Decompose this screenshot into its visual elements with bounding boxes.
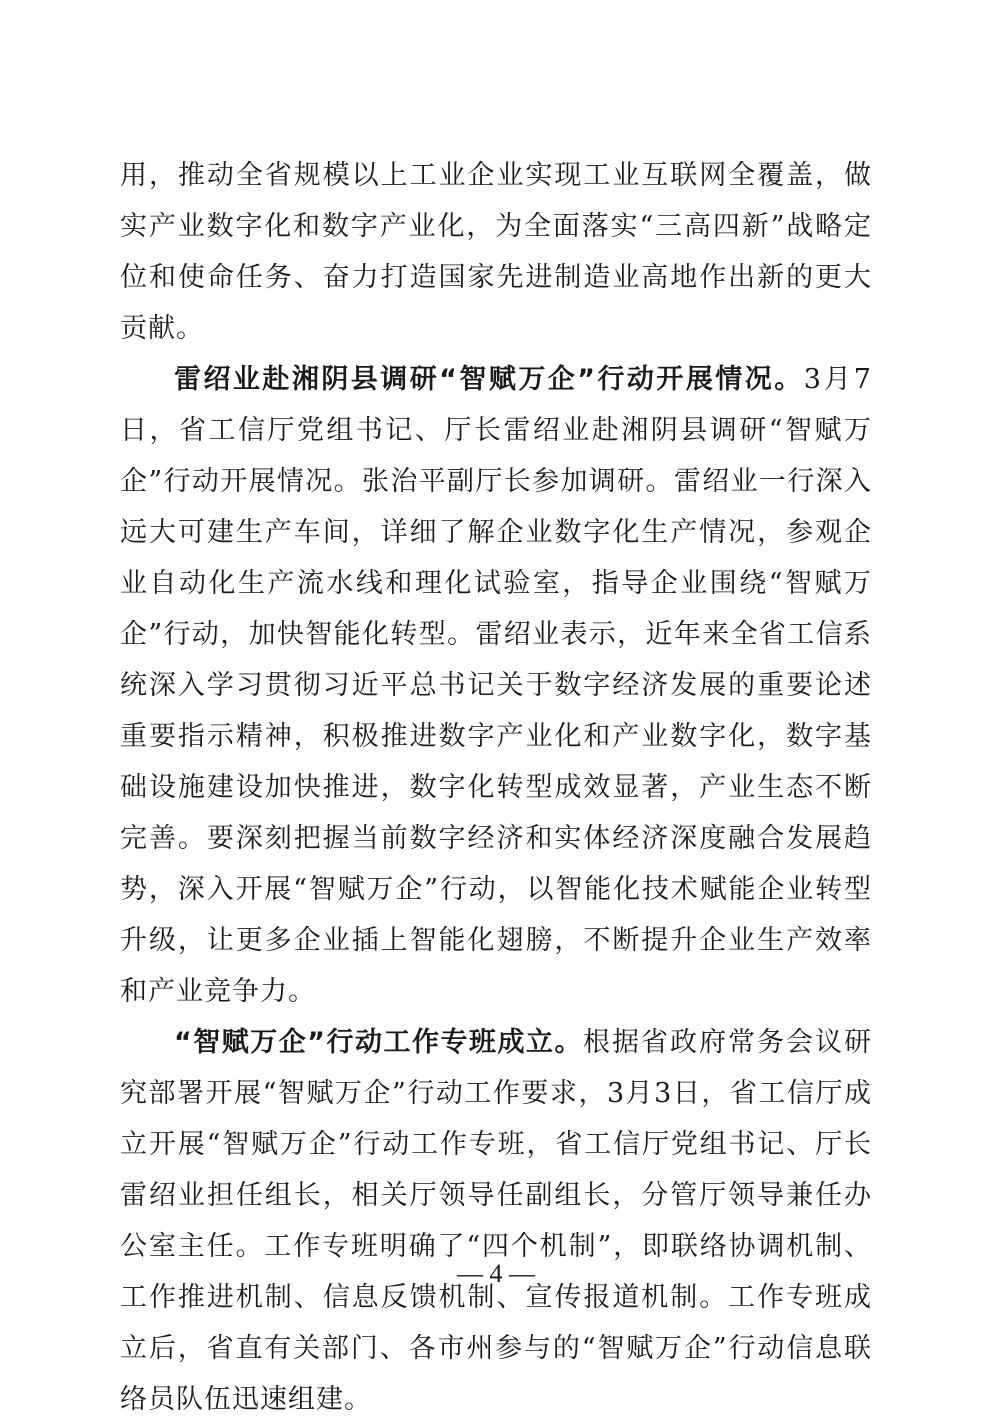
paragraph-task-force: [120, 1017, 872, 1425]
paragraph-lead: 雷绍业赴湘阴县调研“智赋万企”行动开展情况。: [174, 364, 804, 395]
paragraph-text: 3月7日，省工信厅党组书记、厅长雷绍业赴湘阴县调研“智赋万企”行动开展情况。张治平副厅长参加调研。雷绍业一行深入远大可建生产车间，详细了解企业数字化生产情况，参观企业自动化生产流水线和理化试验室，指导企业围绕“智赋万企”行动，加快智能化转型。雷绍业表示，近年来全省工信系统深入学习贯彻习近平总书记关于数字经济发展的重要论述重要指示精神，积极推进数字产业化和产业数字化，数字基础设施建设加快推进，数字化转型成效显著，产业生态不断完善。要深刻把握当前数字经济和实体经济深度融合发展趋势，深入开展“智赋万企”行动，以智能化技术赋能企业转型升级，让更多企业插上智能化翅膀，不断提升企业生产效率和产业竞争力。: [120, 364, 872, 1007]
document-body: [120, 150, 872, 1425]
paragraph-lead: “智赋万企”行动工作专班成立。: [174, 1027, 583, 1058]
paragraph-text: 根据省政府常务会议研究部署开展“智赋万企”行动工作要求，3月3日，省工信厅成立开展“智赋万企”行动工作专班，省工信厅党组书记、厅长雷绍业担任组长，相关厅领导任副组长，分管厅领导兼任办公室主任。工作专班明确了“四个机制”，即联络协调机制、工作推进机制、信息反馈机制、宣传报道机制。工作专班成立后，省直有关部门、各市州参与的“智赋万企”行动信息联络员队伍迅速组建。: [120, 1027, 872, 1415]
paragraph-text: 用，推动全省规模以上工业企业实现工业互联网全覆盖，做实产业数字化和数字产业化，为全面落实“三高四新”战略定位和使命任务、奋力打造国家先进制造业高地作出新的更大贡献。: [120, 160, 872, 344]
paragraph-continuation: [120, 150, 872, 354]
page-number: — 4 —: [457, 1259, 535, 1288]
paragraph-research-visit: [120, 354, 872, 1017]
